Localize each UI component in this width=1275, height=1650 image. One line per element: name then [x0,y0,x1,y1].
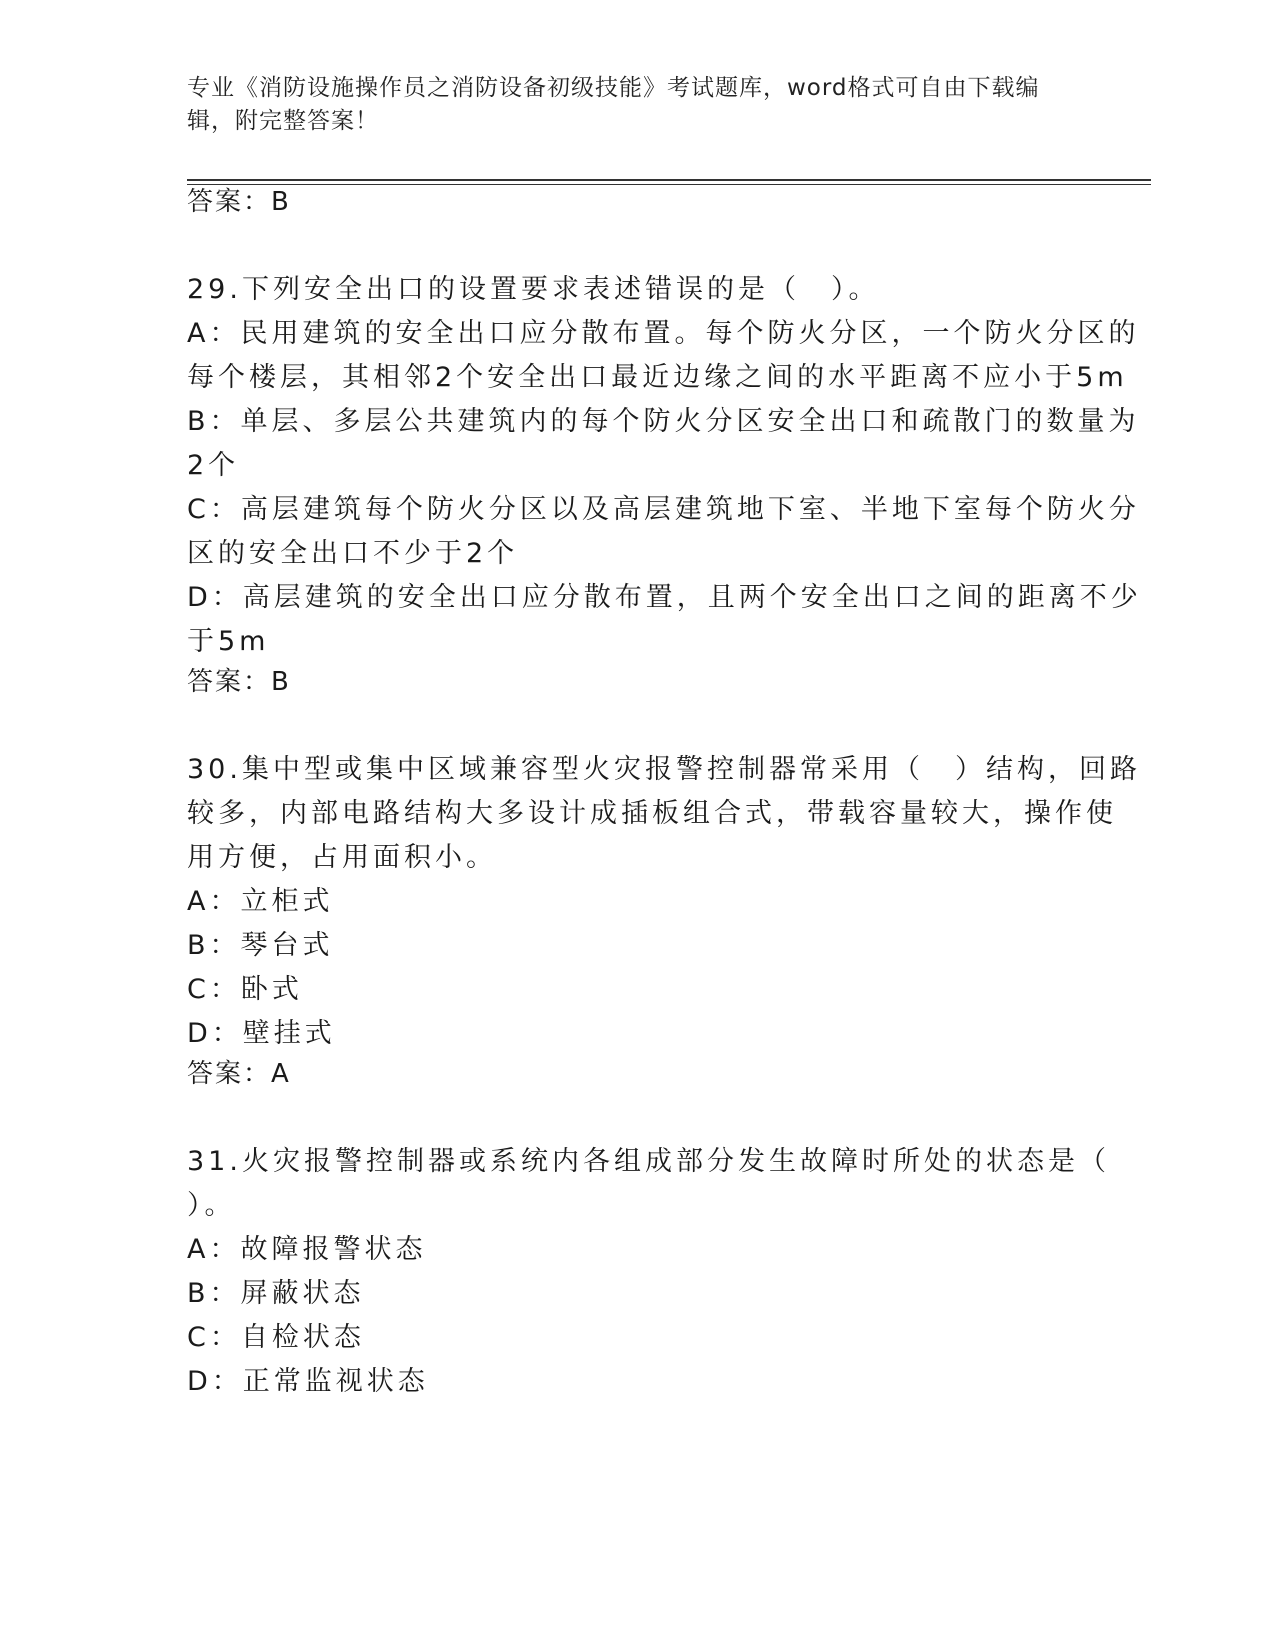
q31-stem-line1: 31.火灾报警控制器或系统内各组成部分发生故障时所处的状态是（ [187,1146,1110,1177]
q30-stem-line1: 30.集中型或集中区域兼容型火灾报警控制器常采用（ ）结构，回路 [187,754,1141,785]
header-divider-thick [187,179,1151,181]
q30-stem-line2: 较多，内部电路结构大多设计成插板组合式，带载容量较大，操作使 [187,798,1117,829]
q29-answer: 答案：B [187,667,291,697]
q29-option-d-line2: 于5m [187,626,270,657]
q30-option-b: B：琴台式 [187,930,334,961]
q29-option-b-line2: 2个 [187,450,240,481]
q29-option-b-line1: B：单层、多层公共建筑内的每个防火分区安全出口和疏散门的数量为 [187,406,1140,437]
header-line-1: 专业《消防设施操作员之消防设备初级技能》考试题库，word格式可自由下载编 [187,75,1040,101]
q31-option-c: C：自检状态 [187,1322,365,1353]
previous-answer: 答案：B [187,187,291,217]
q29-option-c-line1: C：高层建筑每个防火分区以及高层建筑地下室、半地下室每个防火分 [187,494,1140,525]
q29-option-a-line1: A：民用建筑的安全出口应分散布置。每个防火分区，一个防火分区的 [187,318,1140,349]
q29-option-c-line2: 区的安全出口不少于2个 [187,538,519,569]
q30-option-a: A：立柜式 [187,886,334,917]
q30-answer: 答案：A [187,1059,291,1089]
q30-stem-line3: 用方便，占用面积小。 [187,842,497,873]
page-header [187,72,1087,138]
q29-option-d-line1: D：高层建筑的安全出口应分散布置，且两个安全出口之间的距离不少 [187,582,1142,613]
q30-option-c: C：卧式 [187,974,303,1005]
q30-option-d: D：壁挂式 [187,1018,336,1049]
q31-option-a: A：故障报警状态 [187,1234,427,1265]
q31-option-b: B：屏蔽状态 [187,1278,365,1309]
q31-stem-line2: ）。 [187,1190,236,1221]
q29-option-a-line2: 每个楼层，其相邻2个安全出口最近边缘之间的水平距离不应小于5m [187,362,1128,393]
header-line-2: 辑，附完整答案！ [187,108,379,134]
q31-option-d: D：正常监视状态 [187,1366,429,1397]
q29-stem: 29.下列安全出口的设置要求表述错误的是（ ）。 [187,274,880,305]
